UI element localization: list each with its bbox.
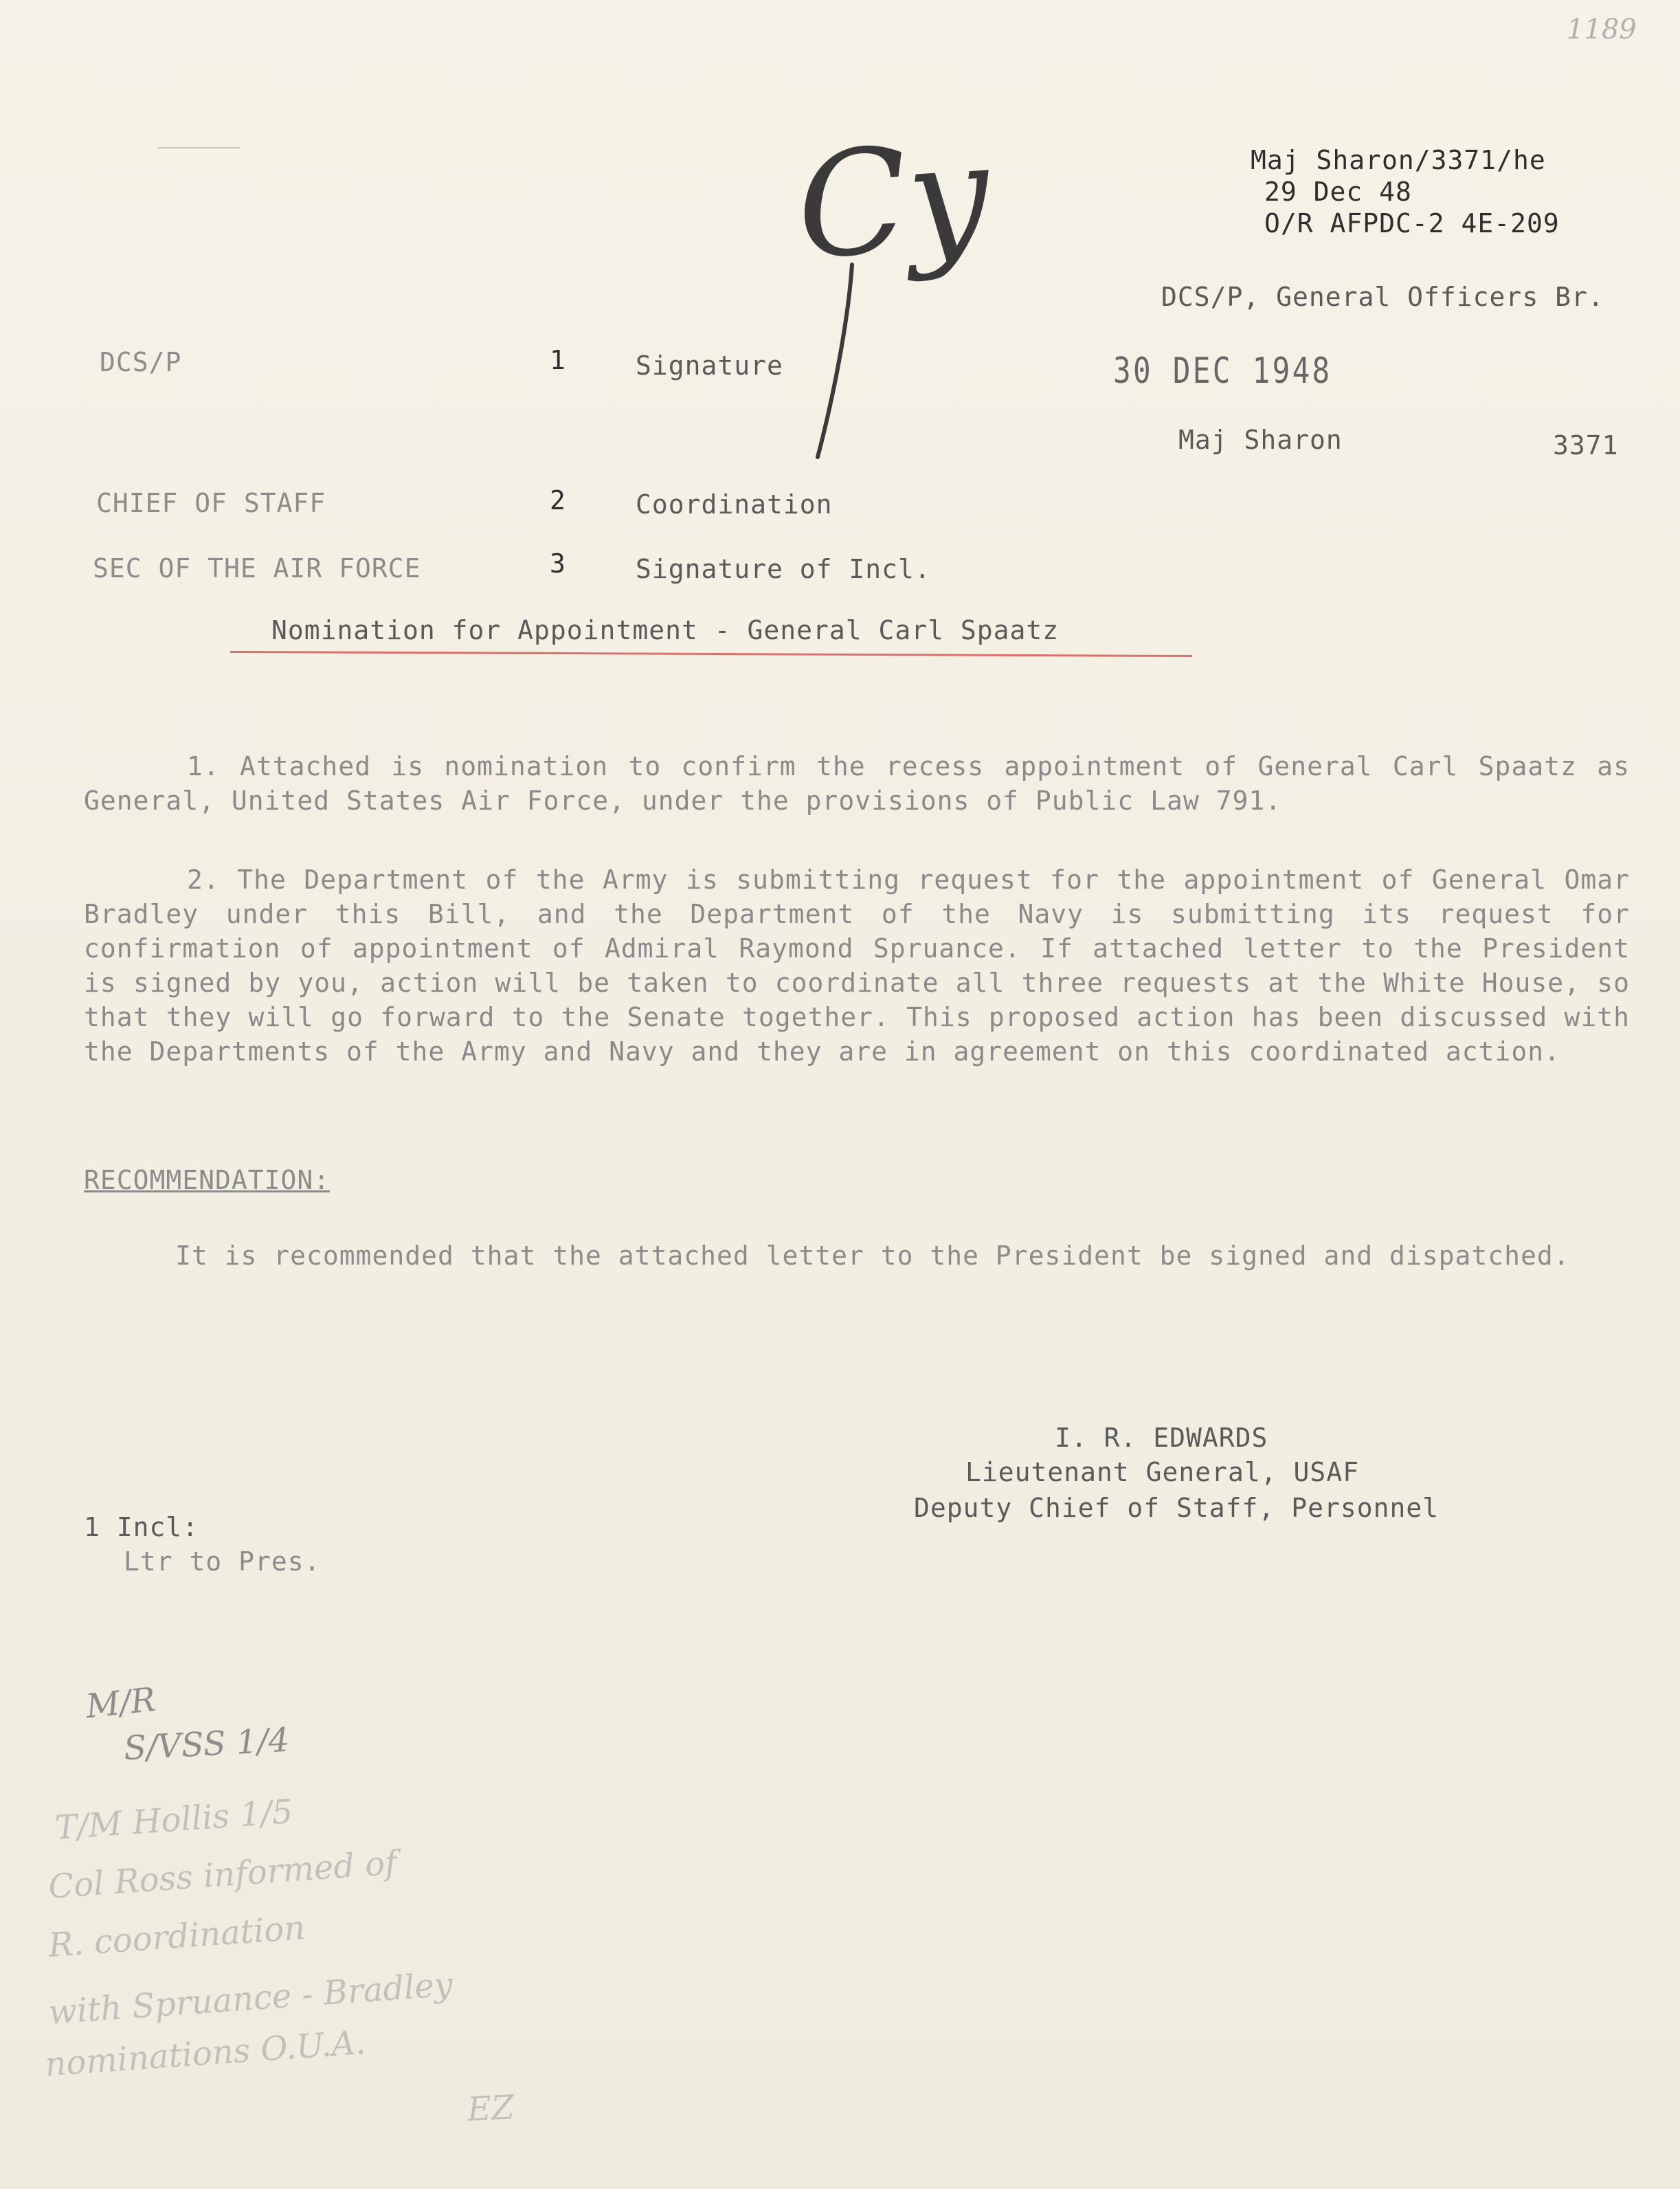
office-line: DCS/P, General Officers Br. — [1161, 282, 1604, 312]
routing-step-1: 1 — [550, 345, 566, 375]
routing-action-3: Signature of Incl. — [636, 554, 931, 584]
initials-stroke — [811, 261, 866, 460]
handnote-line-3: R. coordination — [47, 1909, 306, 1965]
corner-note: 1189 — [1567, 14, 1637, 45]
handnote-line-4: with Spruance - Bradley — [47, 1965, 454, 2032]
recommendation-heading: RECOMMENDATION: — [84, 1165, 331, 1195]
routing-office-1: DCS/P — [100, 347, 182, 377]
handnote-line-5: nominations O.U.A. — [43, 2023, 367, 2085]
meta-line-3: O/R AFPDC-2 4E-209 — [1264, 208, 1560, 238]
header-meta — [1251, 144, 1560, 239]
enclosure-label: 1 Incl: — [84, 1512, 199, 1542]
signer-title: Lieutenant General, USAF — [965, 1457, 1360, 1487]
meta-line-2: 29 Dec 48 — [1264, 177, 1412, 207]
paragraph-2: 2. The Department of the Army is submitting request for the appointment of General Omar Bradley under this Bill, and the Department of the Navy is submitting its request for confirmation of appointment of Admiral Raymond Spruance. If attached letter to the President is signed by you, action will be taken to coordinate all three requests at the White House, so that they will go forward to the Senate together. This proposed action has been discussed with the Departments of the Army and Navy and they are in agreement on this coordinated action. — [84, 865, 1630, 1067]
subject-line: Nomination for Appointment - General Carl Spaatz — [271, 615, 1060, 645]
handnote-line-1: T/M Hollis 1/5 — [54, 1792, 295, 1848]
subject-underline — [230, 651, 1192, 657]
date-stamp: 30 DEC 1948 — [1113, 351, 1332, 392]
signer-position: Deputy Chief of Staff, Personnel — [914, 1493, 1440, 1523]
meta-line-1: Maj Sharon/3371/he — [1251, 145, 1546, 175]
contact-name: Maj Sharon — [1178, 425, 1343, 455]
signer-name: I. R. EDWARDS — [1055, 1423, 1268, 1453]
routing-step-2: 2 — [550, 485, 566, 515]
routing-office-2: CHIEF OF STAFF — [96, 488, 326, 518]
routing-step-3: 3 — [550, 548, 566, 579]
recommendation-text: It is recommended that the attached letter to the President be signed and dispatched. — [175, 1241, 1570, 1271]
handnote-mr: M/R — [84, 1680, 158, 1726]
handnote-date: S/VSS 1/4 — [122, 1720, 291, 1768]
paragraph-1: 1. Attached is nomination to confirm the recess appointment of General Carl Spaatz as General, United States Air Force, under the provisions of Public Law 791. — [84, 751, 1630, 816]
contact-ext: 3371 — [1553, 430, 1619, 460]
handnote-initials: EZ — [466, 2088, 515, 2129]
pencil-mark — [158, 147, 240, 148]
routing-action-2: Coordination — [636, 489, 833, 520]
routing-office-3: SEC OF THE AIR FORCE — [93, 553, 421, 584]
routing-action-1: Signature — [636, 351, 783, 381]
handwritten-initials: Cy — [791, 110, 995, 292]
handnote-line-2: Col Ross informed of — [47, 1843, 399, 1907]
enclosure-item: Ltr to Pres. — [124, 1546, 321, 1577]
